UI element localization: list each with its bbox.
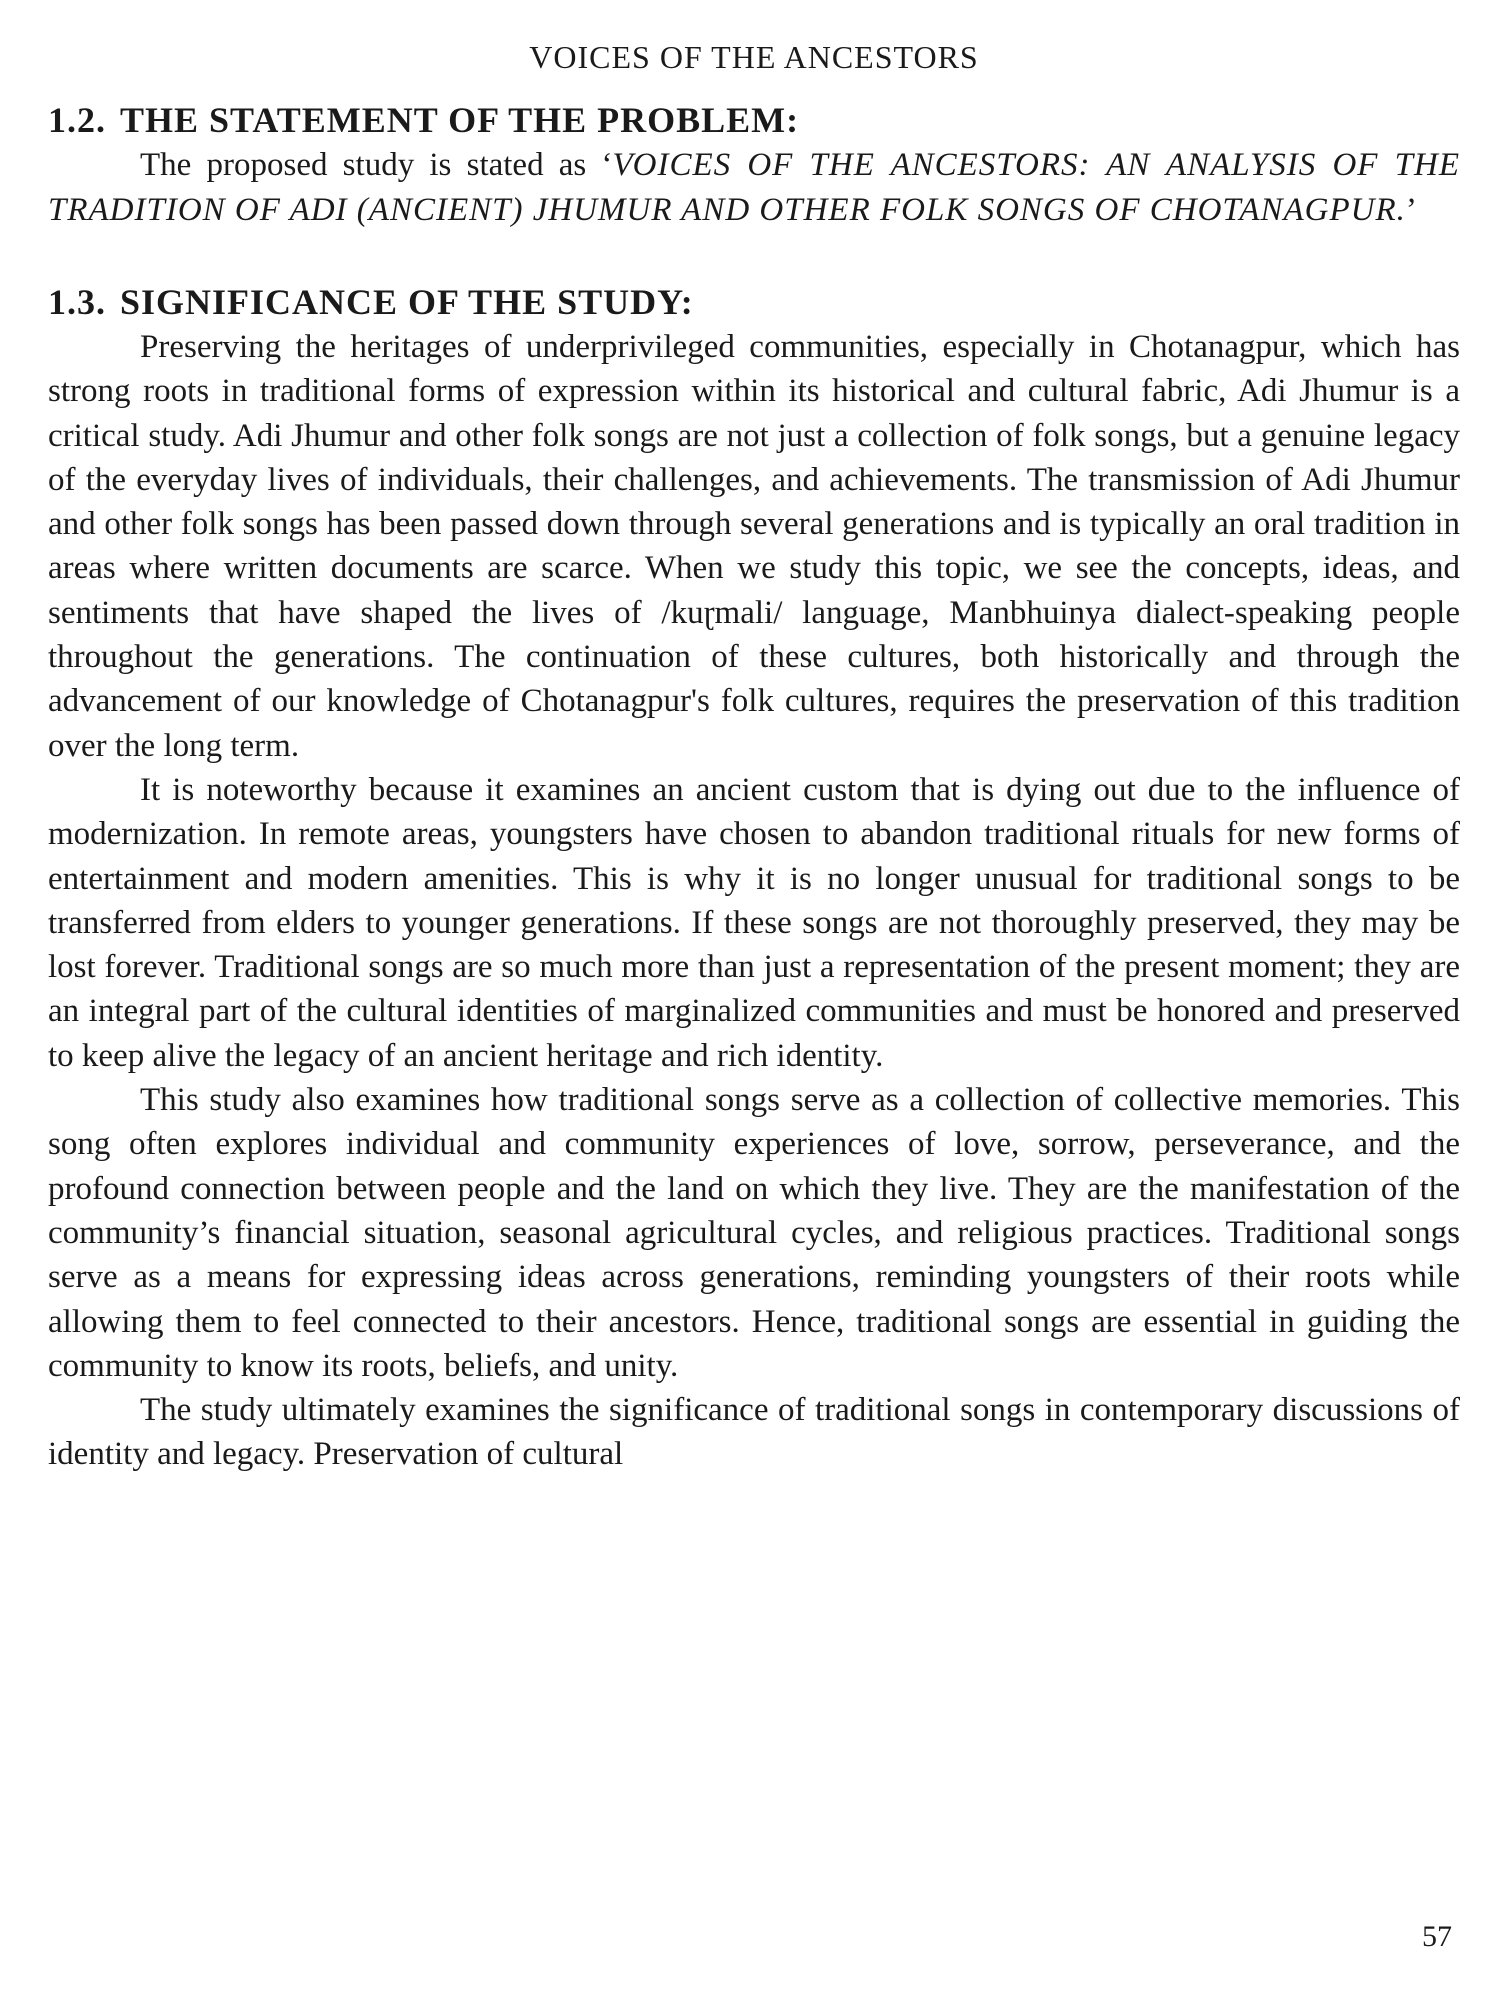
section-number: 1.3. [48, 281, 106, 322]
body-paragraph: This study also examines how traditional songs serve as a collection of collective memories. This song often explores individual and community experiences of love, sorrow, perseverance, and the profound connection between people and the land on which they live. They are the manifestation of the community’s financial situation, seasonal agricultural cycles, and religious practices. Traditional songs serve as a means for expressing ideas across generations, reminding youngsters of their roots while allowing them to feel connected to their ancestors. Hence, traditional songs are essential in guiding the community to know its roots, beliefs, and unity. [48, 1082, 1460, 1384]
page-number: 57 [1422, 1920, 1452, 1953]
statement-lead-text: The proposed study is stated as ‘ [140, 147, 613, 184]
body-paragraph: It is noteworthy because it examines an ancient custom that is dying out due to the influence of modernization. In remote areas, youngsters have chosen to abandon traditional rituals for new forms of entertainment and modern amenities. This is why it is no longer unusual for traditional songs to be transferred from elders to younger generations. If these songs are not thoroughly preserved, they may be lost forever. Traditional songs are so much more than just a representation of the present moment; they are an integral part of the cultural identities of marginalized communities and must be honored and preserved to keep alive the legacy of an ancient heritage and rich identity. [48, 771, 1460, 1074]
section-title: THE STATEMENT OF THE PROBLEM: [120, 100, 800, 141]
body-paragraph: The study ultimately examines the significance of traditional songs in contemporary discussions of identity and legacy. Preservation of cultural [48, 1392, 1460, 1473]
section-title: SIGNIFICANCE OF THE STUDY: [120, 281, 694, 322]
study-title: VOICES OF THE ANCESTORS: AN ANALYSIS OF THE TRADITION OF ADI (ANCIENT) JHUMUR AND OTHER FOLK SONGS OF CHOTANAGPUR. [48, 147, 1461, 228]
section-spacer [48, 232, 1460, 280]
body-paragraph: Preserving the heritages of underprivileged communities, especially in Chotanagpur, which has strong roots in traditional forms of expression within its historical and cultural fabric, Adi Jhumur is a critical study. Adi Jhumur and other folk songs are not just a collection of folk songs, but a genuine legacy of the everyday lives of individuals, their challenges, and achievements. The transmission of Adi Jhumur and other folk songs has been passed down through several generations and is typically an oral tradition in areas where written documents are scarce. When we study this topic, we see the concepts, ideas, and sentiments that have shaped the lives of /kuɽmali/ language, Manbhuinya dialect-speaking people throughout the generations. The continuation of these cultures, both historically and through the advancement of our knowledge of Chotanagpur's folk cultures, requires the preservation of this tradition over the long term. [48, 328, 1460, 764]
section-heading-significance [48, 280, 1460, 325]
running-head: VOICES OF THE ANCESTORS [529, 39, 979, 75]
statement-closing-quote: ’ [1405, 191, 1417, 228]
section-number: 1.2. [48, 100, 106, 141]
document-page [48, 38, 1460, 1968]
problem-statement-paragraph [48, 143, 1460, 232]
section-heading-problem [48, 98, 1460, 143]
